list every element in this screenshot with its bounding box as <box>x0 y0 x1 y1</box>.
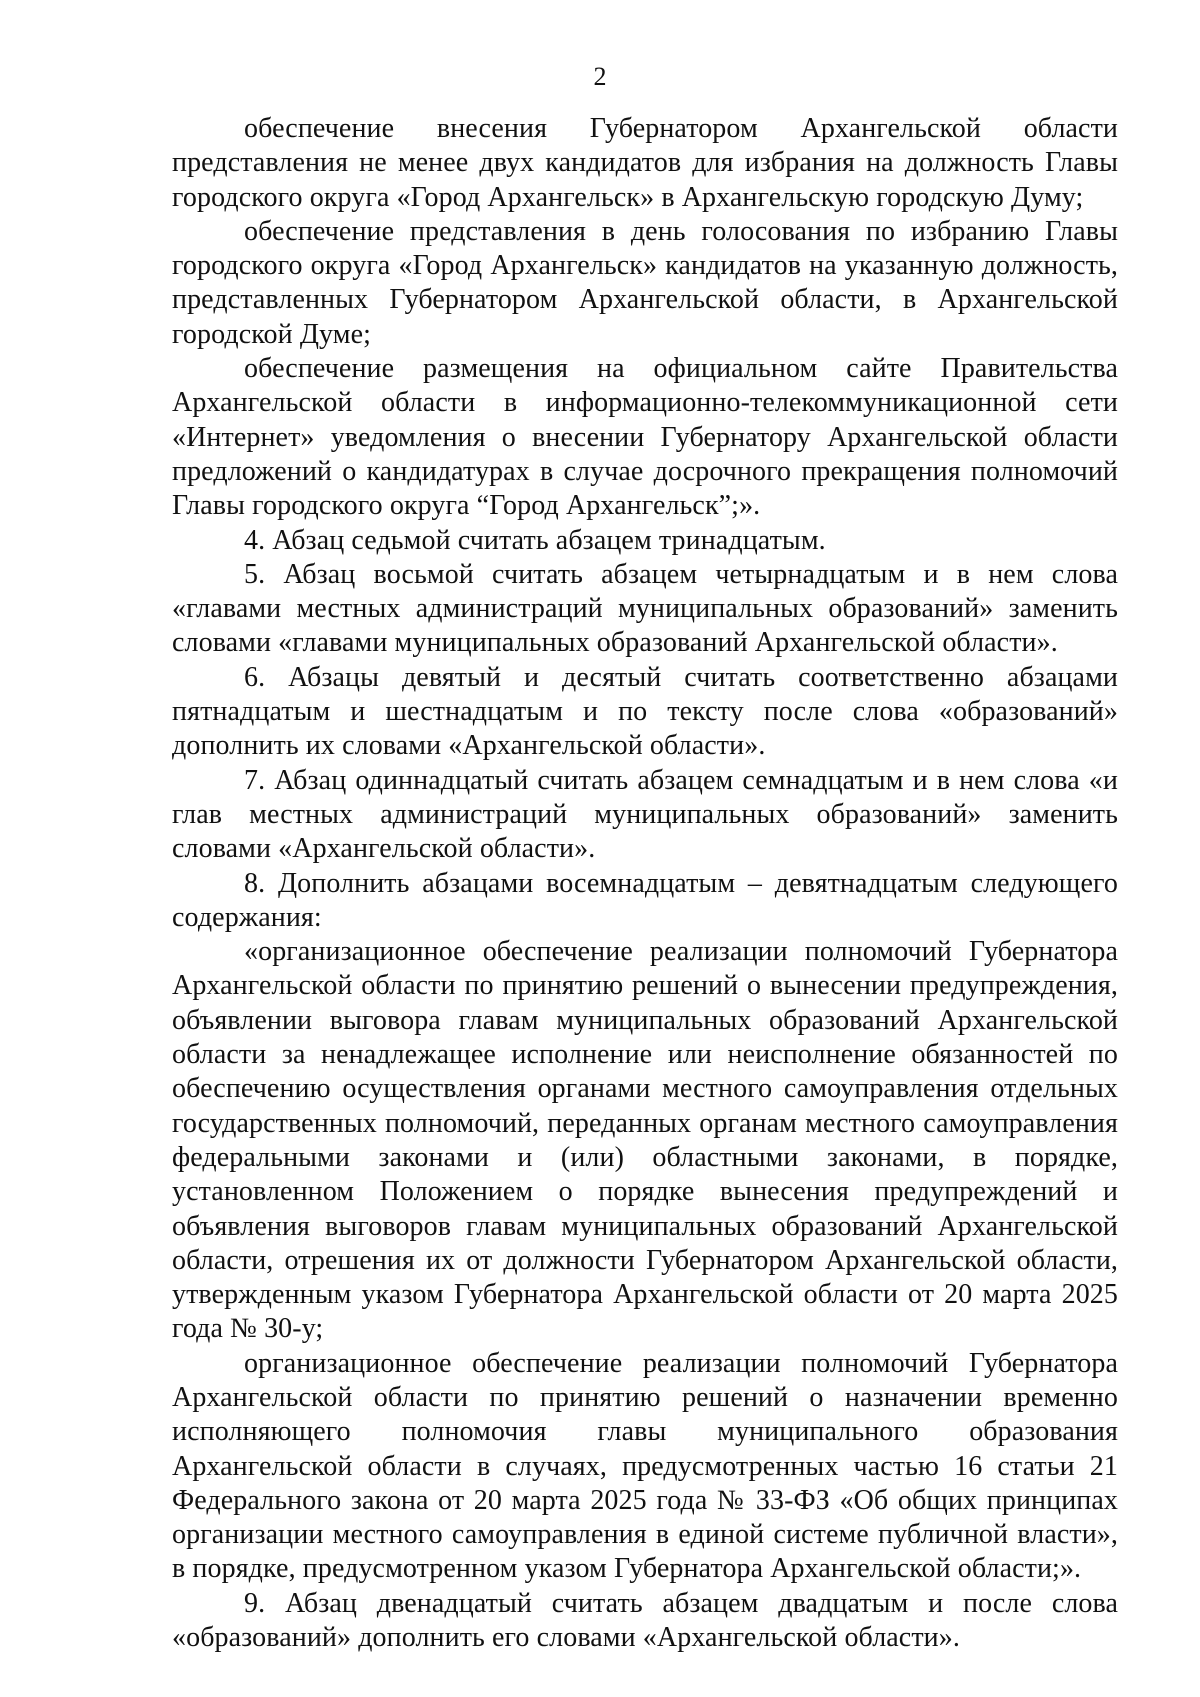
paragraph-quote-1: «организационное обеспечение реализации полномочий Губернатора Архангельской области по принятию решений о вынесении предупреждения, объявлении выговора главам муниципальных образований Архангельской области за ненадлежащее исполнение или неисполнение обязанностей по обеспечению осуществления органами местного самоуправления отдельных государственных полномочий, переданных органам местного самоуправления федеральными законами и (или) областными законами, в порядке, установленном Положением о порядке вынесения предупреждений и объявления выговоров главам муниципальных образований Архангельской области, отрешения их от должности Губернатором Архангельской области, утвержденным указом Губернатора Архангельской области от 20 марта 2025 года № 30-у; <box>172 936 1118 1345</box>
paragraph-item-8: 8. Дополнить абзацами восемнадцатым – девятнадцатым следующего содержания: <box>172 867 1118 933</box>
document-body <box>172 112 1118 1655</box>
paragraph-item-6: 6. Абзацы девятый и десятый считать соответственно абзацами пятнадцатым и шестнадцатым и по тексту после слова «образований» дополнить их словами «Архангельской области». <box>172 661 1118 762</box>
paragraph-item-9: 9. Абзац двенадцатый считать абзацем двадцатым и после слова «образований» дополнить его словами «Архангельской области». <box>172 1587 1118 1654</box>
paragraph-item-7: 7. Абзац одиннадцатый считать абзацем семнадцатым и в нем слова «и глав местных администраций муниципальных образований» заменить словами «Архангельской области». <box>172 764 1118 865</box>
paragraph-item-4: 4. Абзац седьмой считать абзацем тринадцатым. <box>244 524 826 556</box>
paragraph-3: обеспечение размещения на официальном сайте Правительства Архангельской области в информационно-телекоммуникационной сети «Интернет» уведомления о внесении Губернатору Архангельской области предложений о кандидатурах в случае досрочного прекращения полномочий Главы городского округа “Город Архангельск”;». <box>172 353 1118 522</box>
page-number: 2 <box>593 62 607 91</box>
paragraph-1: обеспечение внесения Губернатором Архангельской области представления не менее двух кандидатов для избрания на должность Главы городского округа «Город Архангельск» в Архангельскую городскую Думу; <box>172 113 1118 213</box>
paragraph-quote-2: организационное обеспечение реализации полномочий Губернатора Архангельской области по принятию решений о назначении временно исполняющего полномочия главы муниципального образования Архангельской области в случаях, предусмотренных частью 16 статьи 21 Федерального закона от 20 марта 2025 года № 33-ФЗ «Об общих принципах организации местного самоуправления в единой системе публичной власти», в порядке, предусмотренном указом Губернатора Архангельской области;». <box>172 1347 1118 1585</box>
paragraph-2: обеспечение представления в день голосования по избранию Главы городского округа «Город Архангельск» кандидатов на указанную должность, представленных Губернатором Архангельской области, в Архангельской городской Думе; <box>172 215 1118 350</box>
paragraph-item-5: 5. Абзац восьмой считать абзацем четырнадцатым и в нем слова «главами местных администраций муниципальных образований» заменить словами «главами муниципальных образований Архангельской области». <box>172 558 1118 659</box>
